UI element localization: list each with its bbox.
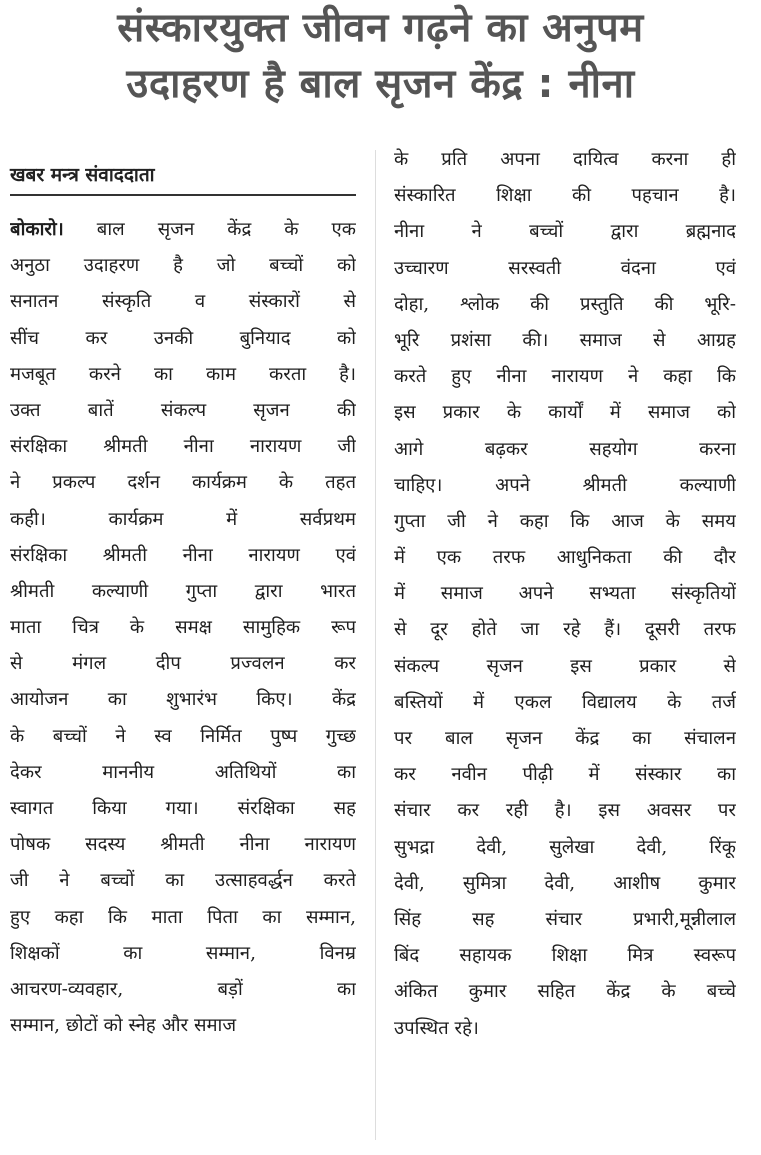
left-column-lines (10, 248, 356, 1044)
article-text-line: संचार कर रही है। इस अवसर पर (394, 800, 736, 822)
byline: खबर मन्त्र संवाददाता (10, 158, 356, 196)
article-text-line: पर बाल सृजन केंद्र का संचालन (394, 728, 736, 749)
article-text-line: में एक तरफ आधुनिकता की दौर (394, 547, 736, 569)
article-text-line: आगे बढ़कर सहयोग करना (394, 438, 736, 460)
article-text-line: भूरि प्रशंसा की। समाज से आग्रह (394, 329, 736, 351)
article-text-line: संरक्षिका श्रीमती नीना नारायण जी (10, 436, 356, 458)
right-column-lines (394, 142, 736, 1047)
first-line-text: बाल सृजन केंद्र के एक (63, 219, 356, 240)
article-text-line: कर नवीन पीढ़ी में संस्कार का (394, 764, 736, 786)
article-text-line: संकल्प सृजन इस प्रकार से (394, 655, 736, 677)
article-text-line: देवी, सुमित्रा देवी, आशीष कुमार (394, 872, 736, 894)
headline (0, 0, 761, 112)
article-text-line: सनातन संस्कृति व संस्कारों से (10, 291, 356, 313)
article-text-line: नीना ने बच्चों द्वारा ब्रह्मनाद (394, 221, 736, 243)
article-text-line: आचरण-व्यवहार, बड़ों का (10, 978, 356, 1000)
article-text-line: बस्तियों में एकल विद्यालय के तर्ज (394, 691, 736, 713)
article-text-line: अनुठा उदाहरण है जो बच्चों को (10, 255, 356, 277)
article-text-line: बिंद सहायक शिक्षा मित्र स्वरूप (394, 945, 736, 967)
article-text-line: दोहा, श्लोक की प्रस्तुति की भूरि- (394, 293, 736, 315)
article-text-line: संस्कारित शिक्षा की पहचान है। (394, 185, 736, 207)
article-text-line: माता चित्र के समक्ष सामुहिक रूप (10, 617, 356, 639)
article-text-line: देकर माननीय अतिथियों का (10, 761, 356, 783)
article-text-line: गुप्ता जी ने कहा कि आज के समय (394, 510, 736, 532)
headline-line-1: संस्कारयुक्त जीवन गढ़ने का अनुपम (117, 5, 644, 51)
article-text-line: उपस्थित रहे। (394, 1017, 479, 1039)
article-right-column (394, 142, 736, 1047)
dateline: बोकारो। (10, 219, 64, 240)
article-text-line: पोषक सदस्य श्रीमती नीना नारायण (10, 834, 356, 856)
article-text-line: में समाज अपने सभ्यता संस्कृतियों (394, 583, 736, 605)
column-divider (375, 150, 376, 1140)
article-left-column (10, 158, 356, 1044)
article-text-line: हुए कहा कि माता पिता का सम्मान, (10, 906, 356, 928)
headline-line-2: उदाहरण है बाल सृजन केंद्र : नीना (126, 61, 635, 107)
article-text-line: सींच कर उनकी बुनियाद को (10, 327, 356, 349)
article-text-line: सिंह सह संचार प्रभारी,मून्नीलाल (394, 908, 736, 930)
article-text-line: से मंगल दीप प्रज्वलन कर (10, 653, 356, 675)
article-text-line: ने प्रकल्प दर्शन कार्यक्रम के तहत (10, 472, 356, 494)
article-text-line: संरक्षिका श्रीमती नीना नारायण एवं (10, 544, 356, 566)
article-text-line: इस प्रकार के कार्यों में समाज को (394, 402, 736, 424)
article-text-line: उच्चारण सरस्वती वंदना एवं (394, 257, 736, 279)
article-text-line: अंकित कुमार सहित केंद्र के बच्चे (394, 981, 736, 1003)
article-text-line: सुभद्रा देवी, सुलेखा देवी, रिंकू (394, 836, 736, 858)
article-text-line: शिक्षकों का सम्मान, विनम्र (10, 942, 356, 964)
article-text-line: चाहिए। अपने श्रीमती कल्याणी (394, 474, 736, 496)
article-text-line (10, 212, 356, 248)
article-text-line: कही। कार्यक्रम में सर्वप्रथम (10, 508, 356, 530)
article-text-line: सम्मान, छोटों को स्नेह और समाज (10, 1015, 237, 1037)
article-text-line: मजबूत करने का काम करता है। (10, 363, 356, 385)
article-text-line: जी ने बच्चों का उत्साहवर्द्धन करते (10, 870, 356, 892)
article-text-line: श्रीमती कल्याणी गुप्ता द्वारा भारत (10, 580, 356, 602)
article-text-line: से दूर होते जा रहे हैं। दूसरी तरफ (394, 619, 736, 641)
article-text-line: के बच्चों ने स्व निर्मित पुष्प गुच्छ (10, 725, 356, 747)
article-text-line: करते हुए नीना नारायण ने कहा कि (394, 366, 736, 388)
article-text-line: स्वागत किया गया। संरक्षिका सह (10, 798, 356, 819)
article-text-line: उक्त बातें संकल्प सृजन की (10, 399, 356, 421)
article-text-line: के प्रति अपना दायित्व करना ही (394, 149, 736, 170)
article-text-line: आयोजन का शुभारंभ किए। केंद्र (10, 689, 356, 711)
